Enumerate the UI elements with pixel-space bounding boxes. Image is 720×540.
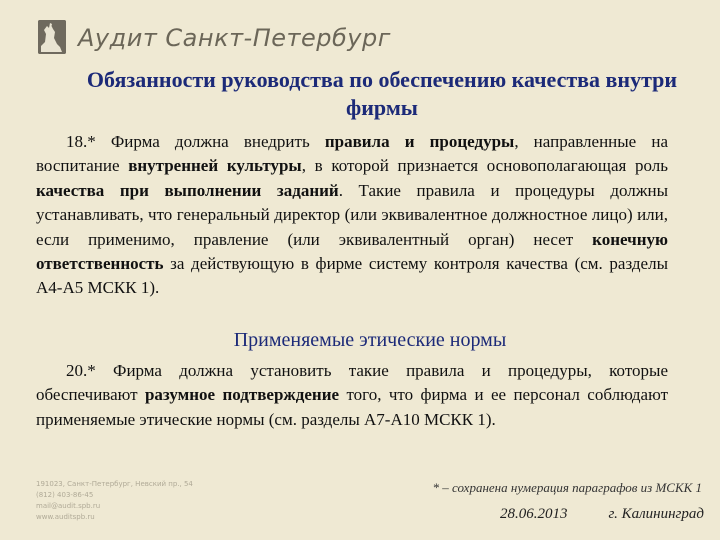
contact-email: mail@audit.spb.ru: [36, 502, 101, 510]
contact-address: 191023, Санкт-Петербург, Невский пр., 54: [36, 480, 193, 488]
para1-bold: качества при выполнении заданий: [36, 180, 339, 200]
para1-text: , в которой признается основополагающая роль: [301, 156, 669, 176]
para2-bold: разумное подтверждение: [144, 385, 340, 405]
contact-website: www.auditspb.ru: [36, 513, 95, 521]
para1-text: , направленные на воспитание: [36, 132, 668, 176]
para2-text: 20.* Фирма должна установить такие правила и процедуры, которые обеспечивают: [36, 361, 668, 405]
paragraph-20: [36, 359, 668, 432]
contact-info: [36, 479, 193, 523]
brand-name: Аудит Санкт-Петербург: [78, 24, 391, 52]
para1-text: 18.* Фирма должна внедрить: [66, 132, 325, 151]
statue-logo-icon: [38, 20, 66, 54]
footer-city: г. Калининград: [608, 506, 704, 522]
para1-text: . Такие правила и процедуры должны устанавливать, что генеральный директор (или эквивалентное должностное лицо) или, если применимо, правление (или эквивалентный орган) несет: [36, 180, 668, 249]
paragraph-18: [36, 130, 668, 301]
section-subtitle: Применяемые этические нормы: [233, 329, 507, 351]
contact-phone: (812) 403-86-45: [36, 491, 94, 499]
footer-date: 28.06.2013: [500, 506, 568, 522]
para1-text: за действующую в фирме систему контроля качества (см. разделы А4-А5 МСКК 1).: [36, 254, 668, 298]
footnote: * – сохранена нумерация параграфов из МСКК 1: [432, 480, 702, 495]
page-title: Обязанности руководства по обеспечению качества внутри фирмы: [86, 67, 678, 120]
para1-bold: внутренней культуры: [128, 156, 302, 176]
para1-bold: правила и процедуры: [324, 132, 515, 151]
para1-bold: конечную ответственность: [36, 229, 668, 274]
para2-text: того, что фирма и ее персонал соблюдают применяемые этические нормы (см. разделы А7-А10 МСКК 1).: [36, 385, 669, 429]
